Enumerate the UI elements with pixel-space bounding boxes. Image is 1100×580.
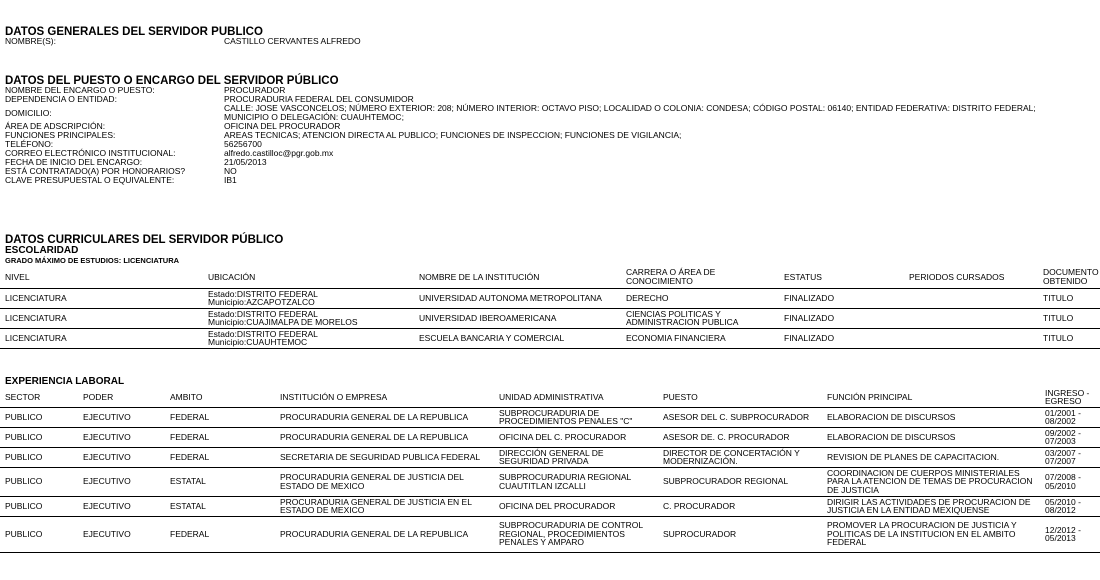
- table-cell: PUBLICO: [0, 407, 78, 427]
- puesto-fields: [5, 86, 1095, 185]
- table-cell: 05/2010 - 08/2012: [1040, 496, 1100, 516]
- table-row: [0, 308, 1100, 328]
- column-header: UNIDAD ADMINISTRATIVA: [494, 388, 658, 407]
- table-cell: ESTATAL: [165, 496, 275, 516]
- field-row-nombre: [5, 37, 1095, 46]
- table-cell: TITULO: [1038, 328, 1100, 348]
- table-cell: UNIVERSIDAD IBEROAMERICANA: [414, 308, 621, 328]
- field-label: FUNCIONES PRINCIPALES:: [5, 130, 116, 140]
- table-cell: SUBPROCURADOR REGIONAL: [658, 467, 822, 496]
- section-title-curriculares: DATOS CURRICULARES DEL SERVIDOR PÚBLICO: [5, 234, 284, 246]
- table-cell: SUBPROCURADURIA DE CONTROL REGIONAL, PROCEDIMIENTOS PENALES Y AMPARO: [494, 516, 658, 552]
- column-header: SECTOR: [0, 388, 78, 407]
- field-label: DOMICILIO:: [5, 107, 52, 118]
- column-header: INSTITUCIÓN O EMPRESA: [275, 388, 494, 407]
- table-cell: ESCUELA BANCARIA Y COMERCIAL: [414, 328, 621, 348]
- table-row: [0, 516, 1100, 552]
- table-cell: PROMOVER LA PROCURACION DE JUSTICIA Y POLITICAS DE LA INSTITUCION EN EL AMBITO FEDERAL: [822, 516, 1040, 552]
- column-header: NIVEL: [0, 266, 203, 288]
- table-cell: ECONOMIA FINANCIERA: [621, 328, 779, 348]
- table-cell: [904, 328, 1038, 348]
- field-row-domicilio: [5, 104, 1095, 122]
- table-cell: DIRECCIÓN GENERAL DE SEGURIDAD PRIVADA: [494, 447, 658, 467]
- table-cell: FEDERAL: [165, 427, 275, 447]
- table-cell: ESTATAL: [165, 467, 275, 496]
- escolaridad-table: [0, 266, 1100, 349]
- grado-maximo: GRADO MÁXIMO DE ESTUDIOS: LICENCIATURA: [5, 256, 180, 265]
- table-cell: EJECUTIVO: [78, 467, 165, 496]
- table-cell: 03/2007 - 07/2007: [1040, 447, 1100, 467]
- table-cell: FINALIZADO: [779, 308, 904, 328]
- table-cell: PROCURADURIA GENERAL DE LA REPUBLICA: [275, 407, 494, 427]
- field-value: OFICINA DEL PROCURADOR: [224, 121, 341, 131]
- table-cell: FINALIZADO: [779, 328, 904, 348]
- email-value[interactable]: alfredo.castilloc@pgr.gob.mx: [224, 148, 334, 158]
- table-cell: C. PROCURADOR: [658, 496, 822, 516]
- field-label: TELÉFONO:: [5, 139, 54, 149]
- table-cell: SUBPROCURADURIA REGIONAL CUAUTITLAN IZCALLI: [494, 467, 658, 496]
- table-cell: Estado:DISTRITO FEDERAL Municipio:CUAJIMALPA DE MORELOS: [203, 308, 414, 328]
- table-cell: ASESOR DEL C. SUBPROCURADOR: [658, 407, 822, 427]
- table-cell: REVISION DE PLANES DE CAPACITACION.: [822, 447, 1040, 467]
- table-row: [0, 288, 1100, 308]
- table-row: [0, 407, 1100, 427]
- column-header: UBICACIÓN: [203, 266, 414, 288]
- table-cell: EJECUTIVO: [78, 447, 165, 467]
- table-cell: SUPROCURADOR: [658, 516, 822, 552]
- table-cell: 09/2002 - 07/2003: [1040, 427, 1100, 447]
- table-cell: SUBPROCURADURIA DE PROCEDIMIENTOS PENALES "C": [494, 407, 658, 427]
- table-cell: PUBLICO: [0, 447, 78, 467]
- table-cell: Estado:DISTRITO FEDERAL Municipio:CUAUHTEMOC: [203, 328, 414, 348]
- field-row-puesto: [5, 86, 1095, 95]
- table-header-row: [0, 266, 1100, 288]
- field-value: IB1: [224, 175, 237, 185]
- field-value: CASTILLO CERVANTES ALFREDO: [224, 36, 361, 46]
- experiencia-table: [0, 388, 1100, 553]
- column-header: PODER: [78, 388, 165, 407]
- section-title-puesto: DATOS DEL PUESTO O ENCARGO DEL SERVIDOR PÚBLICO: [5, 75, 339, 87]
- table-header-row: [0, 388, 1100, 407]
- table-cell: PUBLICO: [0, 496, 78, 516]
- table-cell: [904, 308, 1038, 328]
- field-row-correo: [5, 149, 1095, 158]
- column-header: FUNCIÓN PRINCIPAL: [822, 388, 1040, 407]
- table-cell: LICENCIATURA: [0, 308, 203, 328]
- table-row: [0, 447, 1100, 467]
- table-cell: EJECUTIVO: [78, 427, 165, 447]
- table-cell: CIENCIAS POLITICAS Y ADMINISTRACION PUBLICA: [621, 308, 779, 328]
- table-cell: PROCURADURIA GENERAL DE LA REPUBLICA: [275, 516, 494, 552]
- field-value: 21/05/2013: [224, 157, 267, 167]
- table-cell: TITULO: [1038, 308, 1100, 328]
- column-header: PERIODOS CURSADOS: [904, 266, 1038, 288]
- field-label: FECHA DE INICIO DEL ENCARGO:: [5, 157, 143, 167]
- table-cell: 01/2001 - 08/2002: [1040, 407, 1100, 427]
- column-header: ESTATUS: [779, 266, 904, 288]
- generales-fields: [5, 37, 1095, 46]
- table-cell: PUBLICO: [0, 516, 78, 552]
- table-cell: 07/2008 - 05/2010: [1040, 467, 1100, 496]
- table-cell: COORDINACION DE CUERPOS MINISTERIALES PARA LA ATENCION DE TEMAS DE PROCURACION DE JUSTICIA: [822, 467, 1040, 496]
- table-cell: OFICINA DEL PROCURADOR: [494, 496, 658, 516]
- table-cell: TITULO: [1038, 288, 1100, 308]
- table-cell: [904, 288, 1038, 308]
- table-cell: EJECUTIVO: [78, 407, 165, 427]
- field-value: PROCURADOR: [224, 85, 286, 95]
- column-header: PUESTO: [658, 388, 822, 407]
- experiencia-title: EXPERIENCIA LABORAL: [5, 376, 125, 387]
- field-label: CORREO ELECTRÓNICO INSTITUCIONAL:: [5, 148, 176, 158]
- field-label: DEPENDENCIA O ENTIDAD:: [5, 94, 117, 104]
- table-cell: DIRECTOR DE CONCERTACIÓN Y MODERNIZACIÓN.: [658, 447, 822, 467]
- column-header: AMBITO: [165, 388, 275, 407]
- column-header: INGRESO - EGRESO: [1040, 388, 1100, 407]
- table-cell: ELABORACION DE DISCURSOS: [822, 407, 1040, 427]
- escolaridad-title: ESCOLARIDAD: [5, 245, 79, 256]
- field-value: 56256700: [224, 139, 262, 149]
- table-cell: DERECHO: [621, 288, 779, 308]
- section-title-generales: DATOS GENERALES DEL SERVIDOR PUBLICO: [5, 26, 263, 38]
- table-cell: Estado:DISTRITO FEDERAL Municipio:AZCAPOTZALCO: [203, 288, 414, 308]
- table-cell: PROCURADURIA GENERAL DE LA REPUBLICA: [275, 427, 494, 447]
- column-header: NOMBRE DE LA INSTITUCIÓN: [414, 266, 621, 288]
- table-cell: EJECUTIVO: [78, 516, 165, 552]
- table-cell: OFICINA DEL C. PROCURADOR: [494, 427, 658, 447]
- table-cell: 12/2012 - 05/2013: [1040, 516, 1100, 552]
- table-cell: PUBLICO: [0, 467, 78, 496]
- field-label: ÁREA DE ADSCRIPCIÓN:: [5, 121, 106, 131]
- table-cell: EJECUTIVO: [78, 496, 165, 516]
- table-cell: PROCURADURIA GENERAL DE JUSTICIA EN EL ESTADO DE MEXICO: [275, 496, 494, 516]
- field-label: ESTÁ CONTRATADO(A) POR HONORARIOS?: [5, 166, 186, 176]
- table-cell: SECRETARIA DE SEGURIDAD PUBLICA FEDERAL: [275, 447, 494, 467]
- field-label: CLAVE PRESUPUESTAL O EQUIVALENTE:: [5, 175, 175, 185]
- field-value: CALLE: JOSE VASCONCELOS; NÚMERO EXTERIOR: 208; NÚMERO INTERIOR: OCTAVO PISO; LOCALIDAD O COLONIA: CONDESA; CÓDIGO POSTAL: 06140; ENTIDAD FEDERATIVA: DISTRITO FEDERAL; MUNICIPIO O DELEGACIÓN: CUAUHTEMOC;: [224, 103, 1036, 122]
- table-row: [0, 427, 1100, 447]
- table-cell: PROCURADURIA GENERAL DE JUSTICIA DEL ESTADO DE MEXICO: [275, 467, 494, 496]
- table-cell: FINALIZADO: [779, 288, 904, 308]
- field-value: AREAS TECNICAS; ATENCION DIRECTA AL PUBLICO; FUNCIONES DE INSPECCION; FUNCIONES DE VIGILANCIA;: [224, 130, 682, 140]
- field-row-clave: [5, 176, 1095, 185]
- table-cell: LICENCIATURA: [0, 288, 203, 308]
- field-value: PROCURADURIA FEDERAL DEL CONSUMIDOR: [224, 94, 414, 104]
- field-label: NOMBRE(S):: [5, 36, 56, 46]
- field-row-funciones: [5, 131, 1095, 140]
- table-cell: DIRIGIR LAS ACTIVIDADES DE PROCURACION DE JUSTICIA EN LA ENTIDAD MEXIQUENSE: [822, 496, 1040, 516]
- table-cell: PUBLICO: [0, 427, 78, 447]
- table-cell: FEDERAL: [165, 516, 275, 552]
- table-cell: ASESOR DE. C. PROCURADOR: [658, 427, 822, 447]
- table-cell: LICENCIATURA: [0, 328, 203, 348]
- table-row: [0, 328, 1100, 348]
- field-label: NOMBRE DEL ENCARGO O PUESTO:: [5, 85, 155, 95]
- column-header: CARRERA O ÁREA DE CONOCIMIENTO: [621, 266, 779, 288]
- column-header: DOCUMENTO OBTENIDO: [1038, 266, 1100, 288]
- table-row: [0, 496, 1100, 516]
- table-cell: UNIVERSIDAD AUTONOMA METROPOLITANA: [414, 288, 621, 308]
- table-cell: FEDERAL: [165, 447, 275, 467]
- table-row: [0, 467, 1100, 496]
- table-cell: ELABORACION DE DISCURSOS: [822, 427, 1040, 447]
- field-value: NO: [224, 166, 237, 176]
- table-cell: FEDERAL: [165, 407, 275, 427]
